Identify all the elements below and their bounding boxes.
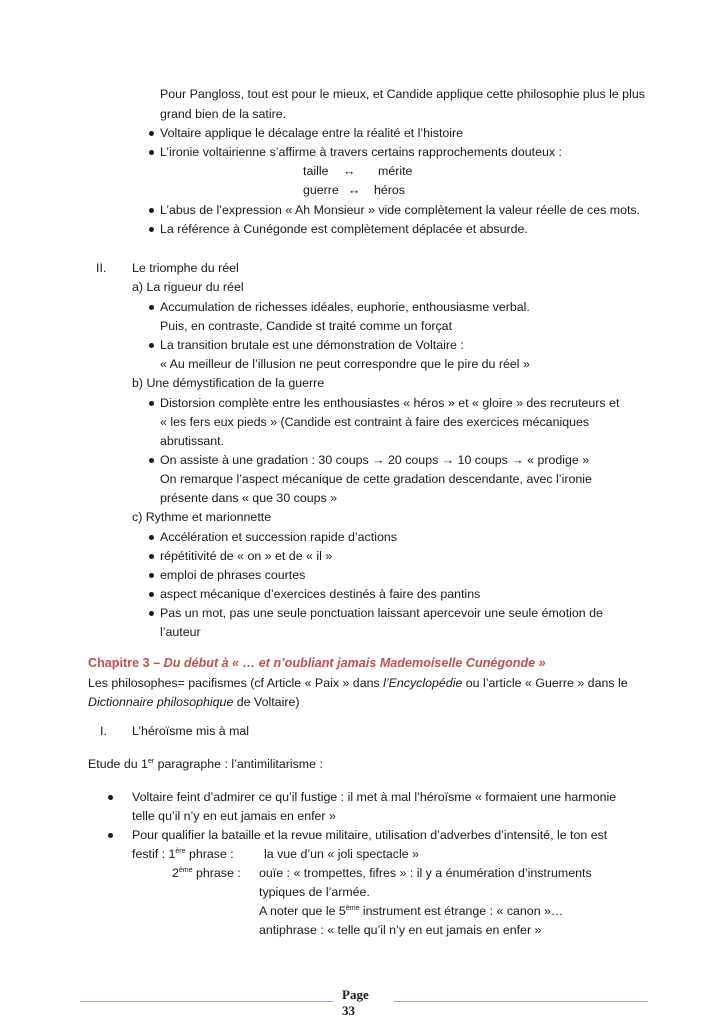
- bullet-icon: [149, 535, 154, 540]
- chapter-label: Chapitre 3 –: [88, 656, 164, 670]
- page-number: 33: [342, 1003, 355, 1018]
- text-line: « les fers eux pieds » (Candide est contraint à faire des exercices mécaniques: [160, 415, 590, 429]
- text-line: Accumulation de richesses idéales, euphorie, enthousiasme verbal.: [160, 300, 530, 314]
- text-line: [132, 846, 234, 862]
- bullet-icon: [149, 131, 154, 136]
- bullet-icon: [149, 343, 154, 348]
- text-line: Pour qualifier la bataille et la revue militaire, utilisation d’adverbes d’intensité, le ton est: [132, 828, 608, 842]
- text-line: [172, 865, 241, 881]
- bullet-icon: [108, 833, 113, 838]
- subsection-title: c) Rythme et marionnette: [132, 510, 272, 524]
- bullet-icon: [108, 795, 113, 800]
- text-line: la vue d’un « joli spectacle »: [264, 847, 419, 861]
- chapter-heading: [88, 655, 546, 671]
- bullet-icon: [149, 592, 154, 597]
- text-line: Accélération et succession rapide d’actions: [160, 530, 397, 544]
- chapter-title: Du début à « … et n’oubliant jamais Mademoiselle Cunégonde »: [163, 656, 546, 670]
- section-number: I.: [100, 724, 107, 738]
- bullet-icon: [149, 554, 154, 559]
- text-line: typiques de l’armée.: [259, 885, 370, 899]
- text-line: [88, 694, 299, 710]
- subsection-title: a) La rigueur du réel: [132, 280, 244, 294]
- text-line: Puis, en contraste, Candide st traité comme un forçat: [160, 319, 453, 333]
- text-line: On assiste à une gradation : 30 coups → 20 coups → 10 coups → « prodige »: [160, 453, 590, 467]
- text-line: [259, 903, 563, 919]
- text-line: mérite: [378, 164, 413, 178]
- text-line: répétitivité de « on » et de « il »: [160, 549, 333, 563]
- text-span: de Voltaire): [233, 695, 300, 709]
- text-line: taille: [303, 164, 329, 178]
- text-span: Les philosophes= pacifismes (cf Article « Paix » dans: [88, 676, 384, 690]
- arrow-icon: ↔: [348, 183, 361, 197]
- footer-rule-left: [80, 1001, 333, 1002]
- text-span-italic: l’Encyclopédie: [383, 676, 463, 690]
- superscript: er: [147, 757, 155, 765]
- bullet-icon: [149, 208, 154, 213]
- text-span: instrument est étrange : « canon »…: [359, 904, 564, 918]
- text-line: Voltaire feint d’admirer ce qu’il fustige : il met à mal l’héroïsme « formaient une harmonie: [132, 790, 617, 804]
- text-span: ou l’article « Guerre » dans le: [462, 676, 628, 690]
- text-line: présente dans « que 30 coups »: [160, 491, 338, 505]
- text-line: Voltaire applique le décalage entre la réalité et l’histoire: [160, 126, 464, 140]
- text-line: abrutissant.: [160, 434, 225, 448]
- text-line: L’abus de l’expression « Ah Monsieur » vide complètement la valeur réelle de ces mots.: [160, 203, 641, 217]
- superscript: ème: [178, 866, 193, 874]
- text-line: aspect mécanique d’exercices destinés à faire des pantins: [160, 587, 481, 601]
- section-title: L’héroïsme mis à mal: [132, 724, 250, 738]
- page-label: Page: [342, 987, 369, 1002]
- text-span: phrase :: [185, 847, 234, 861]
- text-span: 2: [172, 866, 179, 880]
- text-span: paragraphe : l’antimilitarisme :: [154, 757, 323, 771]
- text-span: phrase :: [192, 866, 241, 880]
- text-line: La transition brutale est une démonstration de Voltaire :: [160, 338, 464, 352]
- arrow-icon: ↔: [343, 164, 356, 178]
- bullet-icon: [149, 305, 154, 310]
- text-line: antiphrase : « telle qu’il n’y en eut jamais en enfer »: [259, 923, 542, 937]
- bullet-icon: [149, 150, 154, 155]
- text-line: L’ironie voltairienne s’affirme à travers certains rapprochements douteux :: [160, 145, 562, 159]
- text-span: Etude du 1: [88, 757, 148, 771]
- superscript: ème: [345, 904, 360, 912]
- text-span-italic: Dictionnaire philosophique: [88, 695, 234, 709]
- bullet-icon: [149, 573, 154, 578]
- text-line: guerre: [303, 183, 339, 197]
- bullet-icon: [149, 227, 154, 232]
- text-line: La référence à Cunégonde est complètement déplacée et absurde.: [160, 222, 528, 236]
- text-span: A noter que le 5: [259, 904, 346, 918]
- section-number: II.: [96, 261, 107, 275]
- text-line: On remarque l’aspect mécanique de cette gradation descendante, avec l’ironie: [160, 472, 592, 486]
- text-line: « Au meilleur de l’illusion ne peut correspondre que le pire du réel »: [160, 357, 530, 371]
- footer-rule-right: [394, 1001, 648, 1002]
- subsection-title: b) Une démystification de la guerre: [132, 376, 325, 390]
- text-line: héros: [374, 183, 405, 197]
- text-line: grand bien de la satire.: [160, 107, 287, 121]
- section-title: Le triomphe du réel: [132, 261, 239, 275]
- bullet-icon: [149, 611, 154, 616]
- text-line: Pas un mot, pas une seule ponctuation laissant apercevoir une seule émotion de: [160, 606, 603, 620]
- text-line: Distorsion complète entre les enthousiastes « héros » et « gloire » des recruteurs et: [160, 396, 620, 410]
- text-span: festif : 1: [132, 847, 176, 861]
- bullet-icon: [149, 458, 154, 463]
- text-line: emploi de phrases courtes: [160, 568, 306, 582]
- text-line: Pour Pangloss, tout est pour le mieux, et Candide applique cette philosophie plus le plus: [160, 87, 645, 101]
- text-line: telle qu’il n’y en eut jamais en enfer »: [132, 809, 336, 823]
- text-line: [88, 756, 323, 772]
- text-line: [88, 675, 628, 691]
- bullet-icon: [149, 401, 154, 406]
- text-line: l’auteur: [160, 625, 201, 639]
- text-line: ouïe : « trompettes, fifres » : il y a énumération d’instruments: [259, 866, 592, 880]
- superscript: ère: [175, 847, 186, 855]
